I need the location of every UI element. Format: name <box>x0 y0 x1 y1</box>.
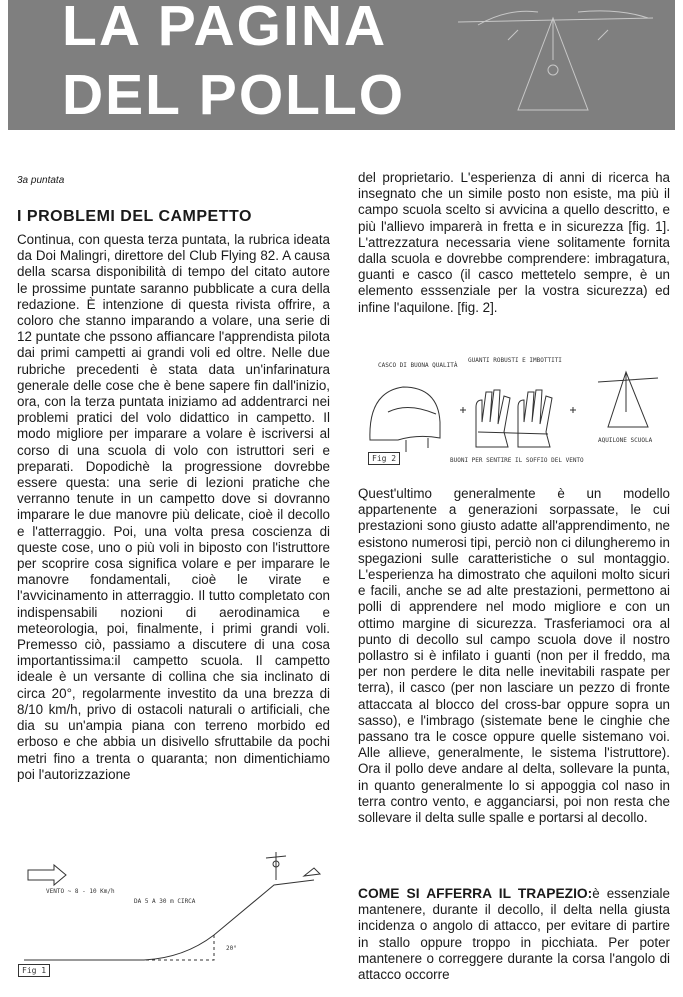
trapezio-text: è essenziale mantenere, durante il decollo, il delta nella giusta incidenza o angolo di attacco, per evitare di partire in stallo oppure troppo in picchiata. Per poter mantenere o correggere durante la corsa l'angolo di attacco occorre <box>358 886 670 983</box>
fig2-kite-note: AQUILONE SCUOLA <box>598 437 653 444</box>
fig1-angle-label: 20° <box>226 945 237 952</box>
fig2-gloves-note: GUANTI ROBUSTI E IMBOTTITI <box>468 357 562 364</box>
header-banner <box>8 0 675 130</box>
article-heading: I PROBLEMI DEL CAMPETTO <box>17 208 252 225</box>
trapezio-subheading: COME SI AFFERRA IL TRAPEZIO: <box>358 886 593 901</box>
figure-2 <box>358 352 670 474</box>
left-column-text: Continua, con questa terza puntata, la rubrica ideata da Doi Malingri, direttore del Club Flying 82. A causa della scarsa disponibilità di tempo del citato autore le prossime puntate saranno pubblicate a cura della redazione. È intenzione di questa rivista offrire, a coloro che stanno imparando a volare, una serie di 12 puntate che pssono affiancare l'apprendista pilota dai primi campetti ai grandi voli ed oltre. Nelle due rubriche precedenti è stata data un'infarinatura generale delle cose che è bene sapere fin dall'inizio, ora, con la terza puntata iniziamo ad addentrarci nei problemi pratici del volo didattico in campetto. Il modo migliore per imparare a volare è iscriversi al corso di una scuola di volo con istruttori seri e preparati. Dopodichè la progressione dovrebbe essere questa: una serie di lezioni pratiche che verranno tenute in un campetto dove si dovranno imparare le due manovre più delicate, cioè il decollo e l'atterraggio. Poi, una volta presa coscienza di queste cose, uno o più voli in biposto con l'istruttore per scoprire cosa significa volare e per imparare le manovre fondamentali, cioè le virate e l'avvicinamento in atterraggio. Il tutto completato con indispensabili nozioni di aerodinamica e meteorologia, poi, finalmente, i primi grandi voli. Premesso ciò, passiamo a discutere di una cosa importantissima:il campetto scuola. Il campetto ideale è un versante di collina che sia inclinato di circa 20°, regolarmente investito da una brezza di 8/10 km/h, privo di ostacoli naturali o artificiali, che dia su un'ampia piana con terreno morbido ed erboso e che abbia un disivello sfruttabile da pochi metri fino a trenta o quaranta; non dimentichiamo poi l'autorizzazione <box>17 232 330 782</box>
hang-glider-sketch <box>448 0 668 130</box>
page-title-line1: LA PAGINA <box>62 0 388 58</box>
figure-1 <box>14 840 334 990</box>
slope-diagram <box>14 840 334 990</box>
fig1-wind-label: VENTO ~ 8 - 10 Km/h <box>46 888 115 895</box>
right-column-text-2: Quest'ultimo generalmente è un modello appartenente a generazioni sorpassate, le cui prestazioni sono giusto adatte all'apprendimento, ne esistono numerosi tipi, perciò non ci dilungheremo in spegazioni sulle caratteristiche o sul montaggio. L'esperienza ha dimostrato che aquiloni molto sicuri e facili, anche se ad alte prestazioni, permettono ai polli di apprendere nel modo migliore e con un ottimo margine di sicurezza. Trasferiamoci ora al punto di decollo sul campo scuola dove il nostro pollastro si è infilato i guanti (non per il freddo, ma per non perdere le dita nelle inevitabili raspate per terra), il casco (per non lasciare un pezzo di fronte attaccata al blocco del cross-bar oppure sopra un sasso), e l'imbrago (sistemate bene le cinghie che passano tra le cosce oppure quelle sistemano voi. Alle allieve, generalmente, le sistema l'istruttore). Ora il pollo deve andare al delta, sollevare la punta, in quanto generalmente lo si appoggia col naso in terra contro vento, e agganciarsi, poi non resta che sollevare il delta sulle spalle e portarsi al decollo. <box>358 486 670 826</box>
fig2-label: Fig 2 <box>368 452 400 465</box>
fig2-helmet-note: CASCO DI BUONA QUALITÀ <box>378 362 458 369</box>
fig1-height-label: DA 5 A 30 m CIRCA <box>134 898 196 905</box>
equipment-drawing <box>358 352 670 474</box>
page-title-line2: DEL POLLO <box>62 63 406 127</box>
right-column-text-3 <box>358 886 670 983</box>
fig1-label: Fig 1 <box>18 964 50 977</box>
kicker-label: 3a puntata <box>17 175 65 186</box>
right-column-text-1: del proprietario. L'esperienza di anni di ricerca ha insegnato che un simile posto non esiste, ma più il campo scuola scelto si avvicina a quello descritto, e più l'allievo imparerà in fretta e in sicurezza [fig. 1]. L'attrezzatura necessaria viene solitamente fornita dalla scuola e dovrebbe comprendere: imbragatura, guanti e casco (il casco mettetelo sempre, è un elemento esssenziale per la vostra sicurezza) ed infine l'aquilone. [fig. 2]. <box>358 170 670 315</box>
fig2-wind-note: BUONI PER SENTIRE IL SOFFIO DEL VENTO <box>450 457 584 464</box>
